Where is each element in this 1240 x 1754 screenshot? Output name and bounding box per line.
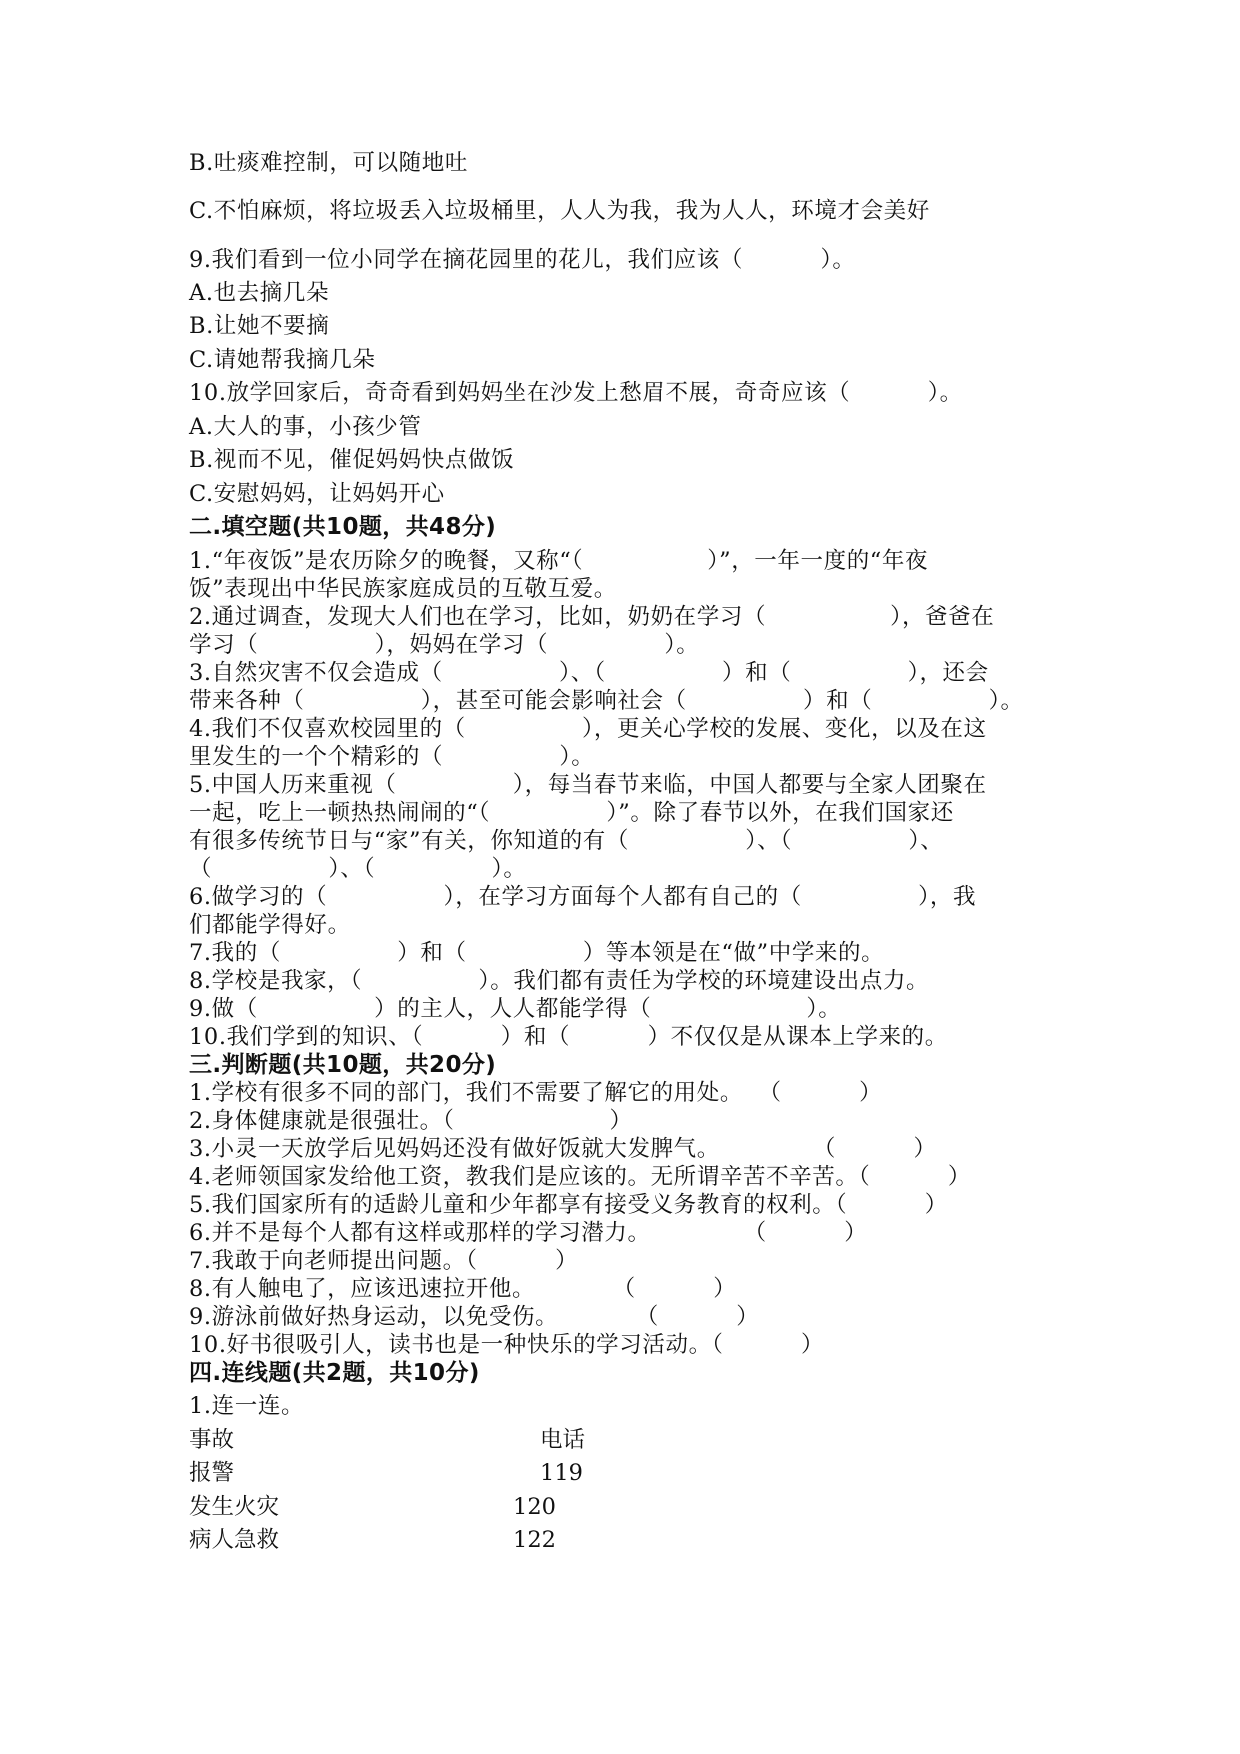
s3-line: 6.并不是每个人都有这样或那样的学习潜力。 （ ） [189, 1220, 868, 1246]
s2-line: 6.做学习的（ ），在学习方面每个人都有自己的（ ），我 [189, 884, 977, 910]
s3-line: 5.我们国家所有的适龄儿童和少年都享有接受义务教育的权利。（ ） [189, 1192, 948, 1218]
s3-line: 8.有人触电了，应该迅速拉开他。 （ ） [189, 1276, 737, 1302]
q10-option-c: C.安慰妈妈，让妈妈开心 [189, 481, 445, 507]
match-right-item: 119 [540, 1460, 583, 1486]
s2-line: 7.我的（ ）和（ ）等本领是在“做”中学来的。 [189, 940, 885, 966]
match-right-item: 122 [513, 1527, 556, 1553]
s3-line: 1.学校有很多不同的部门，我们不需要了解它的用处。 （ ） [189, 1080, 883, 1106]
s2-line: 带来各种（ ），甚至可能会影响社会（ ）和（ ）。 [189, 688, 1024, 714]
q9-option-a: A.也去摘几朵 [189, 280, 330, 306]
section4-title: 四.连线题(共2题，共10分) [189, 1360, 480, 1386]
s2-line: 1.“年夜饭”是农历除夕的晚餐，又称“（ ）”，一年一度的“年夜 [189, 548, 929, 574]
s2-line: 学习（ ），妈妈在学习（ ）。 [189, 632, 700, 658]
s2-line: 饭”表现出中华民族家庭成员的互敬互爱。 [189, 576, 617, 602]
s2-line: 8.学校是我家，（ ）。我们都有责任为学校的环境建设出点力。 [189, 968, 930, 994]
match-right-item: 120 [513, 1494, 556, 1520]
q10-stem: 10.放学回家后，奇奇看到妈妈坐在沙发上愁眉不展，奇奇应该（ ）。 [189, 380, 963, 406]
q10-option-a: A.大人的事，小孩少管 [189, 414, 422, 440]
s2-line: 3.自然灾害不仅会造成（ ）、（ ）和（ ），还会 [189, 660, 989, 686]
q8-option-c: C.不怕麻烦，将垃圾丢入垃圾桶里，人人为我，我为人人，环境才会美好 [189, 198, 930, 224]
match-left-item: 报警 [189, 1460, 235, 1486]
s3-line: 7.我敢于向老师提出问题。（ ） [189, 1248, 579, 1274]
s3-line: 3.小灵一天放学后见妈妈还没有做好饭就大发脾气。 （ ） [189, 1136, 937, 1162]
s2-line: 9.做（ ）的主人，人人都能学得（ ）。 [189, 996, 842, 1022]
section2-title: 二.填空题(共10题，共48分) [189, 514, 497, 540]
s2-line: 有很多传统节日与“家”有关，你知道的有（ ）、（ ）、 [189, 828, 944, 854]
s2-line: 里发生的一个个精彩的（ ）。 [189, 744, 595, 770]
match-left-header: 事故 [189, 1427, 235, 1453]
s2-line: 5.中国人历来重视（ ），每当春节来临，中国人都要与全家人团聚在 [189, 772, 987, 798]
s3-line: 9.游泳前做好热身运动，以免受伤。 （ ） [189, 1304, 760, 1330]
s2-line: 2.通过调查，发现大人们也在学习，比如，奶奶在学习（ ），爸爸在 [189, 604, 995, 630]
section3-title: 三.判断题(共10题，共20分) [189, 1052, 497, 1078]
s3-line: 4.老师领国家发给他工资，教我们是应该的。无所谓辛苦不辛苦。（ ） [189, 1164, 971, 1190]
match-left-item: 发生火灾 [189, 1494, 280, 1520]
match-right-header: 电话 [540, 1427, 586, 1453]
match-left-item: 病人急救 [189, 1527, 280, 1553]
s3-line: 2.身体健康就是很强壮。（ ） [189, 1108, 633, 1134]
q8-option-b: B.吐痰难控制，可以随地吐 [189, 150, 468, 176]
q9-option-b: B.让她不要摘 [189, 313, 330, 339]
s2-line: 4.我们不仅喜欢校园里的（ ），更关心学校的发展、变化，以及在这 [189, 716, 987, 742]
s3-line: 10.好书很吸引人，读书也是一种快乐的学习活动。（ ） [189, 1332, 825, 1358]
q10-option-b: B.视而不见，催促妈妈快点做饭 [189, 447, 515, 473]
s2-line: 们都能学得好。 [189, 912, 351, 938]
s2-line: 一起，吃上一顿热热闹闹的“（ ）”。除了春节以外，在我们国家还 [189, 800, 954, 826]
s2-line: （ ）、（ ）。 [189, 856, 527, 882]
q9-stem: 9.我们看到一位小同学在摘花园里的花儿，我们应该（ ）。 [189, 247, 856, 273]
s4-q1-stem: 1.连一连。 [189, 1393, 305, 1419]
s2-line: 10.我们学到的知识、（ ）和（ ）不仅仅是从课本上学来的。 [189, 1024, 948, 1050]
q9-option-c: C.请她帮我摘几朵 [189, 347, 376, 373]
